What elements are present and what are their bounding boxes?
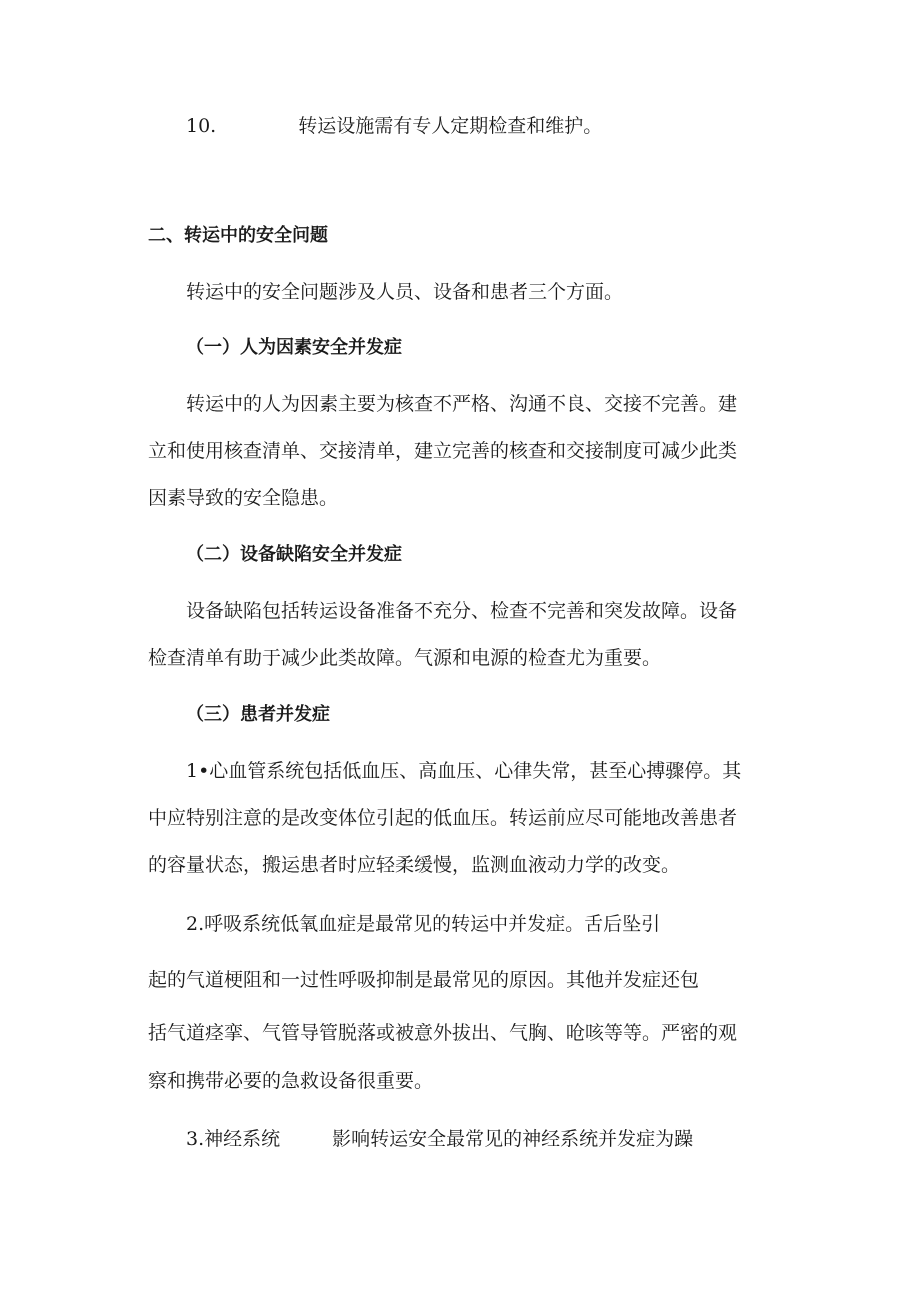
subsection-2-line: 设备缺陷包括转运设备准备不充分、检查不完善和突发故障。设备 (186, 600, 738, 622)
subsection-3-item-1-line: 中应特别注意的是改变体位引起的低血压。转运前应尽可能地改善患者 (148, 807, 738, 829)
item-10-number: 10. (186, 115, 217, 137)
subsection-3-item-1-line: 的容量状态，搬运患者时应轻柔缓慢，监测血液动力学的改变。 (148, 854, 681, 876)
subsection-2-line: 检查清单有助于减少此类故障。气源和电源的检查尤为重要。 (148, 647, 662, 669)
subsection-3-item-2-line: 起的气道梗阻和一过性呼吸抑制是最常见的原因。其他并发症还包 (148, 969, 700, 991)
subsection-1-title: （一）人为因素安全并发症 (186, 337, 402, 358)
subsection-3-item-2-line: 察和携带必要的急救设备很重要。 (148, 1070, 434, 1092)
subsection-3-item-2-line: 2.呼吸系统低氧血症是最常见的转运中并发症。舌后坠引 (186, 913, 661, 935)
item-3-label: 3.神经系统 (186, 1128, 281, 1150)
subsection-1-line: 因素导致的安全隐患。 (148, 487, 339, 509)
item-10 (186, 114, 602, 138)
section-2-title: 二、转运中的安全问题 (148, 225, 328, 246)
subsection-2-title: （二）设备缺陷安全并发症 (186, 544, 402, 565)
subsection-1-line: 转运中的人为因素主要为核查不严格、沟通不良、交接不完善。建 (186, 393, 738, 415)
subsection-3-item-2-line: 括气道痉挛、气管导管脱落或被意外拔出、气胸、呛咳等等。严密的观 (148, 1022, 738, 1044)
section-2-intro: 转运中的安全问题涉及人员、设备和患者三个方面。 (186, 281, 624, 303)
subsection-3-title: （三）患者并发症 (186, 704, 330, 725)
subsection-3-item-1-line: 1•心血管系统包括低血压、高血压、心律失常，甚至心搏骤停。其 (186, 760, 742, 782)
item-3-text: 影响转运安全最常见的神经系统并发症为躁 (332, 1128, 694, 1150)
subsection-1-line: 立和使用核查清单、交接清单，建立完善的核查和交接制度可减少此类 (148, 440, 738, 462)
item-10-text: 转运设施需有专人定期检查和维护。 (298, 115, 603, 137)
subsection-3-item-3 (186, 1127, 693, 1151)
